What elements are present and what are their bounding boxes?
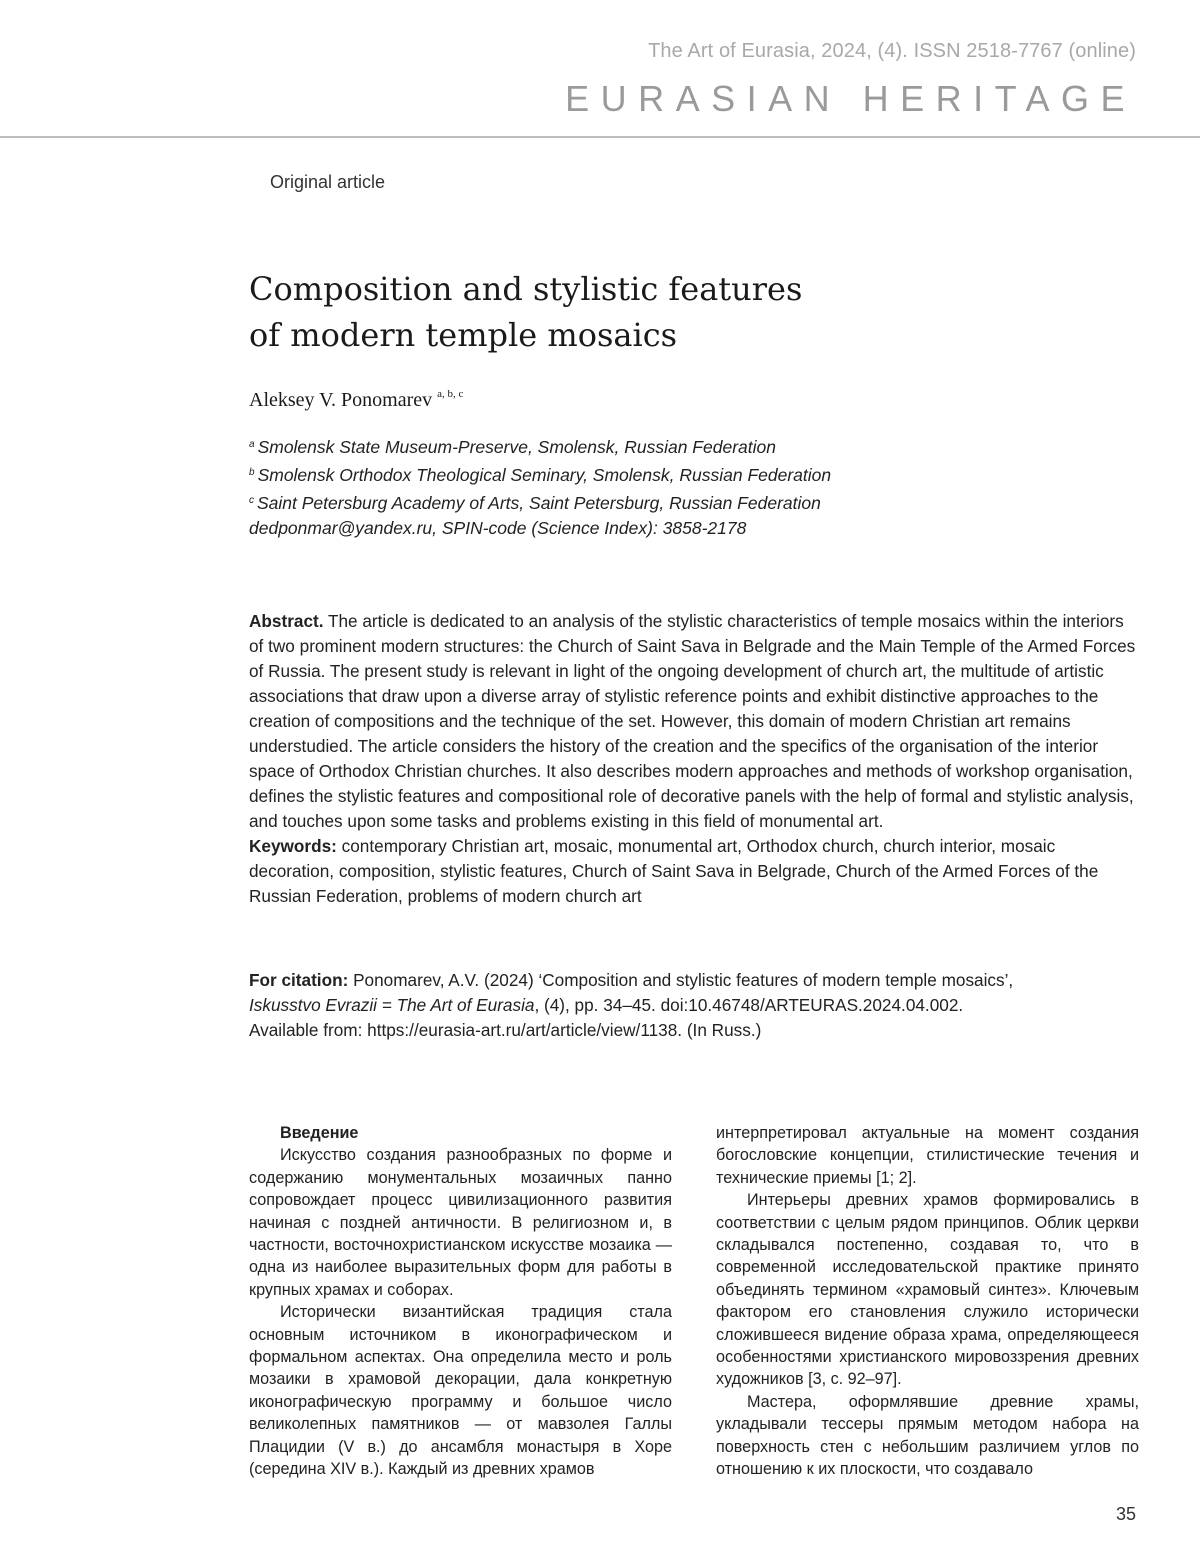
affiliation-c [249, 488, 831, 516]
affiliation-text: Smolensk Orthodox Theological Seminary, Smolensk, Russian Federation [257, 465, 832, 485]
body-column-right [716, 1122, 1139, 1481]
body-paragraph: Мастера, оформлявшие древние храмы, укладывали тессеры прямым методом набора на поверхность стен с небольшим различием углов по отношению к их плоскости, что создавало [716, 1392, 1139, 1479]
affiliation-text: Smolensk State Museum-Preserve, Smolensk, Russian Federation [257, 437, 776, 457]
page-number: 35 [1115, 1504, 1136, 1524]
author-contact: dedponmar@yandex.ru, SPIN-code (Science Index): 3858-2178 [249, 518, 747, 538]
body-paragraph: Интерьеры древних храмов формировались в соответствии с целым рядом принципов. Облик церкви складывался постепенно, создавая то, что в современной исследовательской практике принято объединять термином «храмовый синтез». Ключевым фактором его становления служило исторически сложившееся видение образа храма, определяющееся особенностями христианского мировоззрения древних художников [3, с. 92–97]. [716, 1191, 1139, 1389]
citation-line-1 [249, 968, 1139, 993]
affiliations [249, 432, 831, 541]
keywords [249, 834, 1139, 909]
citation-journal: Iskusstvo Evrazii = The Art of Eurasia [249, 995, 535, 1015]
body-paragraph: Исторически византийская традиция стала основным источником в иконографическом и формальном аспектах. Она определила место и роль мозаики в храмовой декорации, дала конкретную иконографическую программу и большое число великолепных памятников — от мавзолея Галлы Плацидии (V в.) до ансамбля монастыря в Хоре (середина XIV в.). Каждый из древних храмов [249, 1303, 672, 1479]
abstract-block [249, 609, 1139, 909]
abstract-text: The article is dedicated to an analysis of the stylistic characteristics of temple mosaics within the interiors of two prominent modern structures: the Church of Saint Sava in Belgrade and the Main Temple of the Armed Forces of Russia. The present study is relevant in light of the ongoing development of church art, the multitude of artistic associations that draw upon a diverse array of stylistic reference points and exhibit distinctive approaches to the creation of compositions and the technique of the set. However, this domain of modern Christian art remains understudied. The article considers the history of the creation and the specifics of the organisation of the interior space of Orthodox Christian churches. It also describes modern approaches and methods of workshop organisation, defines the stylistic features and compositional role of decorative panels with the help of formal and stylistic analysis, and touches upon some tasks and problems existing in this field of monumental art. [249, 611, 1136, 831]
title-line-1: Composition and stylistic features [249, 270, 803, 308]
citation-block [249, 968, 1139, 1043]
citation-details: , (4), pp. 34–45. doi:10.46748/ARTEURAS.2024.04.002. [534, 995, 964, 1015]
title-line-2: of modern temple mosaics [249, 316, 678, 354]
body-paragraph: Искусство создания разнообразных по форме и содержанию монументальных мозаичных панно сопровождает процесс цивилизационного развития начиная с поздней античности. В религиозном и, в частности, восточнохристианском искусстве мозаика — одна из наиболее выразительных форм для работы в крупных храмах и соборах. [249, 1146, 672, 1299]
citation-text: Ponomarev, A.V. (2024) ‘Composition and stylistic features of modern temple mosaics’, [353, 970, 1014, 990]
citation-line-3: Available from: https://eurasia-art.ru/art/article/view/1138. (In Russ.) [249, 1020, 762, 1040]
journal-header-line: The Art of Eurasia, 2024, (4). ISSN 2518-7767 (online) [648, 40, 1136, 62]
affiliation-text: Saint Petersburg Academy of Arts, Saint Petersburg, Russian Federation [257, 493, 821, 513]
abstract [249, 609, 1139, 834]
affiliation-a [249, 432, 831, 460]
abstract-label: Abstract. [249, 611, 324, 631]
header-divider [0, 136, 1200, 138]
affiliation-mark: b [249, 467, 255, 478]
keywords-text: contemporary Christian art, mosaic, monumental art, Orthodox church, church interior, mosaic decoration, composition, stylistic features, Church of Saint Sava in Belgrade, Church of the Armed Forces of the Russian Federation, problems of modern church art [249, 836, 1099, 906]
author [249, 388, 463, 412]
body-paragraph-continuation: интерпретировал актуальные на момент создания богословские концепции, стилистические течения и технические приемы [1; 2]. [716, 1124, 1139, 1187]
author-affiliation-marks: a, b, c [437, 388, 464, 400]
section-heading: Введение [280, 1124, 359, 1142]
affiliation-mark: a [249, 439, 255, 450]
author-name: Aleksey V. Ponomarev [249, 389, 433, 411]
series-title: EURASIAN HERITAGE [565, 78, 1136, 119]
citation-label: For citation: [249, 970, 349, 990]
citation-line-2 [249, 993, 1139, 1018]
body-column-left [249, 1122, 672, 1481]
keywords-label: Keywords: [249, 836, 337, 856]
article-type: Original article [270, 172, 386, 192]
article-title [249, 266, 802, 358]
affiliation-b [249, 460, 831, 488]
affiliation-mark: c [249, 495, 254, 506]
